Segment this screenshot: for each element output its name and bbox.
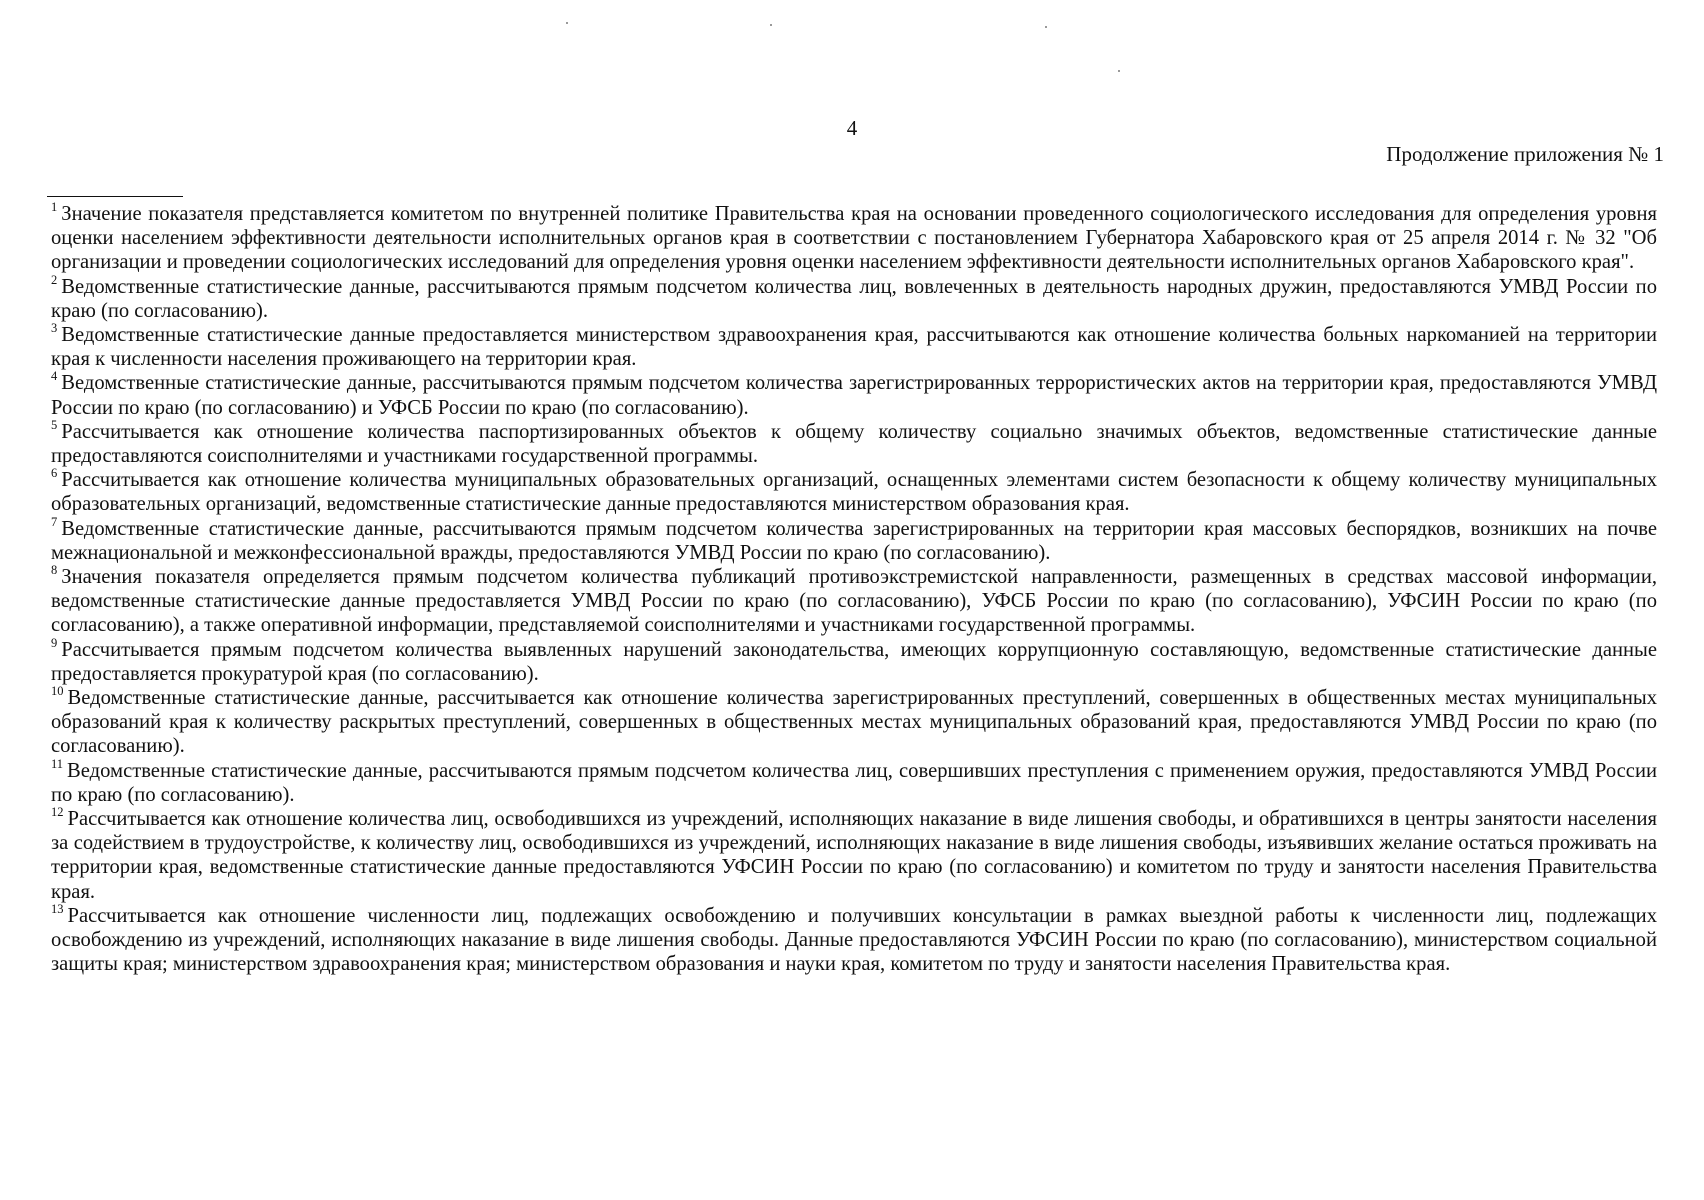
footnote <box>51 272 1657 323</box>
footnote-text: Ведомственные статистические данные, рассчитываются прямым подсчетом количества зарегистрированных на территории края массовых беспорядков, возникших на почве межнациональной и межконфессиональной вражды, предоставляются УМВД России по краю (по согласованию). <box>51 517 1657 564</box>
scan-speck <box>566 22 568 24</box>
footnote <box>51 686 1657 759</box>
footnote-marker: 7 <box>51 514 58 529</box>
page-number: 4 <box>846 116 858 140</box>
footnote-text: Ведомственные статистические данные, рассчитывается как отношение количества зарегистрированных преступлений, совершенных в общественных местах муниципальных образований края к количеству раскрытых преступлений, совершенных в общественных местах муниципальных образований края, предоставляются УМВД России по краю (по согласованию). <box>51 687 1657 758</box>
footnote-text: Значение показателя представляется комитетом по внутренней политике Правительства края на основании проведенного социологического исследования для определения уровня оценки населением эффективности деятельности исполнительных органов края в соответствии с постановлением Губернатора Хабаровского края от 25 апреля 2014 г. № 32 "Об организации и проведении социологических исследований для определения уровня оценки населением эффективности деятельности исполнительных органов Хабаровского края". <box>51 203 1657 274</box>
footnote <box>51 371 1657 419</box>
footnote-text: Рассчитывается как отношение количества муниципальных образовательных организаций, оснащенных элементами систем безопасности к общему количеству муниципальных образовательных организаций, ведомственные статистические данные предоставляются министерством образования края. <box>51 469 1657 516</box>
footnote <box>51 565 1657 638</box>
footnote <box>51 417 1657 468</box>
footnote-marker: 11 <box>51 756 64 771</box>
footnote-text: Ведомственные статистические данные, рассчитываются прямым подсчетом количества лиц, вовлеченных в деятельность народных дружин, предоставляются УМВД России по краю (по согласованию). <box>51 275 1657 322</box>
footnote-marker: 10 <box>51 684 64 699</box>
footnote-text: Рассчитывается как отношение количества лиц, освободившихся из учреждений, исполняющих наказание в виде лишения свободы, и обратившихся в центры занятости населения за содействием в трудоустройстве, к количеству лиц, освободившихся из учреждений, исполняющих наказание в виде лишения свободы, изъявивших желание остаться проживать на территории края, ведомственные статистические данные предоставляются УФСИН России по краю (по согласованию) и комитетом по труду и занятости населения Правительства края. <box>51 808 1657 903</box>
footnote-text: Значения показателя определяется прямым подсчетом количества публикаций противоэкстремистской направленности, размещенных в средствах массовой информации, ведомственные статистические данные предоставляется УМВД России по краю (по согласованию), УФСБ России по краю (по согласованию), УФСИН России по краю (по согласованию), а также оперативной информации, представляемой соисполнителями и участниками государственной программы. <box>51 566 1657 637</box>
footnote <box>51 901 1657 977</box>
footnote <box>51 635 1657 686</box>
footnote-marker: 12 <box>51 805 64 820</box>
footnote-text: Рассчитывается прямым подсчетом количества выявленных нарушений законодательства, имеющих коррупционную составляющую, ведомственные статистические данные предоставляется прокуратурой края (по согласованию). <box>51 638 1657 685</box>
footnote-marker: 4 <box>51 369 58 384</box>
footnote-marker: 6 <box>51 466 58 481</box>
footnote-separator <box>47 196 183 197</box>
footnote <box>51 468 1657 516</box>
scan-speck <box>1045 26 1047 28</box>
footnote-text: Рассчитывается как отношение численности лиц, подлежащих освобождению и получивших консультации в рамках выездной работы к численности лиц, подлежащих освобождению из учреждений, исполняющих наказание в виде лишения свободы. Данные предоставляются УФСИН России по краю (по согласованию), министерством социальной защиты края; министерством здравоохранения края; министерством образования и науки края, комитетом по труду и занятости населения Правительства края. <box>51 904 1657 976</box>
footnote-marker: 1 <box>51 200 58 214</box>
footnote-marker: 5 <box>51 417 58 432</box>
footnote <box>51 807 1657 904</box>
footnote-marker: 8 <box>51 563 58 578</box>
footnote-marker: 3 <box>51 321 58 336</box>
footnote <box>51 202 1657 275</box>
footnote-text: Ведомственные статистические данные, рассчитываются прямым подсчетом количества лиц, совершивших преступления с применением оружия, предоставляются УМВД России по краю (по согласованию). <box>51 759 1657 806</box>
appendix-continuation-heading: Продолжение приложения № 1 <box>1386 142 1664 166</box>
footnote-text: Ведомственные статистические данные предоставляется министерством здравоохранения края, рассчитываются как отношение количества больных наркоманией на территории края к численности населения проживающего на территории края. <box>51 324 1657 371</box>
footnote-marker: 9 <box>51 635 58 650</box>
footnote <box>51 756 1657 807</box>
footnotes-list <box>51 202 1657 977</box>
footnote-text: Рассчитывается как отношение количества паспортизированных объектов к общему количеству социально значимых объектов, ведомственные статистические данные предоставляются соисполнителями и участниками государственной программы. <box>51 420 1657 468</box>
scan-speck <box>770 24 772 26</box>
footnote <box>51 323 1657 371</box>
footnote-text: Ведомственные статистические данные, рассчитываются прямым подсчетом количества зарегистрированных террористических актов на территории края, предоставляются УМВД России по краю (по согласованию) и УФСБ России по краю (по согласованию). <box>51 372 1657 419</box>
footnote <box>51 514 1657 565</box>
footnote-marker: 13 <box>51 901 64 916</box>
footnote-marker: 2 <box>51 272 58 287</box>
scan-speck <box>1118 70 1120 72</box>
